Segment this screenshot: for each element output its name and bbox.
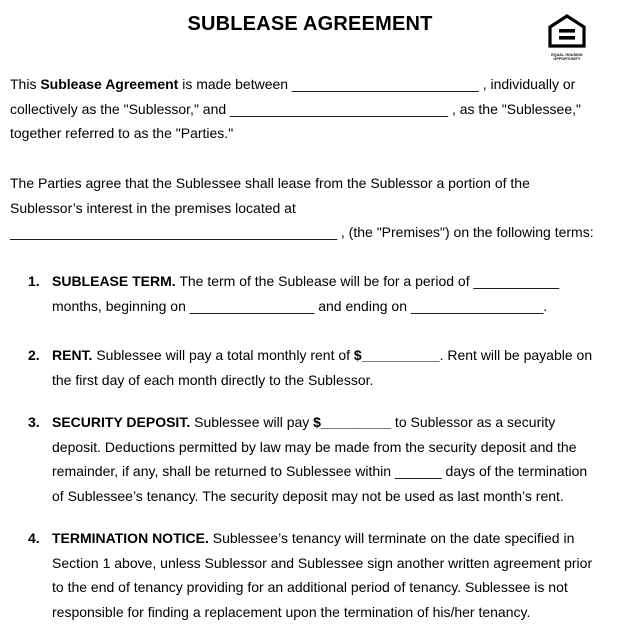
premises-line-1: The Parties agree that the Sublessee shall lease from the Sublessor a portion of the — [10, 175, 530, 191]
term-termination-notice — [28, 526, 618, 624]
premises-paragraph — [10, 171, 630, 245]
term-line: SUBLEASE TERM. The term of the Sublease will be for a period of ___________ — [52, 273, 560, 289]
equal-housing-logo — [545, 14, 589, 61]
term-line: TERMINATION NOTICE. Sublessee’s tenancy will terminate on the date specified in — [52, 530, 575, 546]
term-number: 2. — [28, 347, 40, 363]
term-line: RENT. Sublessee will pay a total monthly rent of $__________. Rent will be payable on — [52, 347, 593, 363]
equal-housing-icon — [545, 14, 589, 48]
term-sublease-term — [28, 269, 618, 318]
term-heading: SECURITY DEPOSIT. — [52, 414, 191, 430]
rent-amount-blank: $__________ — [353, 347, 440, 363]
term-line: deposit. Deductions permitted by law may be made from the security deposit and the — [52, 438, 577, 455]
term-line: SECURITY DEPOSIT. Sublessee will pay $_________ to Sublessor as a security — [52, 414, 556, 430]
intro-paragraph — [10, 72, 630, 146]
agreement-name: Sublease Agreement — [40, 76, 179, 92]
term-line: Section 1 above, unless Sublessor and Sublessee sign another written agreement prior — [52, 554, 593, 571]
term-number: 1. — [28, 273, 40, 289]
term-rent — [28, 343, 618, 392]
term-number: 4. — [28, 530, 40, 546]
term-security-deposit — [28, 410, 618, 508]
term-line: remainder, if any, shall be returned to Sublessee within ______ days of the termination — [52, 463, 588, 479]
term-number: 3. — [28, 414, 40, 430]
intro-line-2: collectively as the "Sublessor," and ____________________________ , as the "Sublessee," — [10, 100, 581, 117]
term-line: months, beginning on ________________ and ending on _________________. — [52, 297, 548, 314]
intro-line-1: This Sublease Agreement is made between ________________________ , individually or — [10, 76, 576, 92]
term-line: of Sublessee’s tenancy. The security deposit may not be used as last month’s rent. — [52, 487, 564, 504]
term-line: the first day of each month directly to the Sublessor. — [52, 371, 374, 388]
intro-line-3: together referred to as the "Parties." — [10, 125, 234, 141]
term-heading: SUBLEASE TERM. — [52, 273, 176, 289]
premises-line-3: __________________________________________ , (the "Premises") on the following terms: — [10, 224, 594, 240]
document-title: SUBLEASE AGREEMENT — [187, 13, 433, 35]
term-heading: RENT. — [52, 347, 93, 363]
term-line: to the end of tenancy providing for an additional period of tenancy. Sublessee is not — [52, 579, 568, 595]
premises-line-2: Sublessor’s interest in the premises located at — [10, 199, 296, 216]
term-heading: TERMINATION NOTICE. — [52, 530, 209, 546]
term-line: responsible for finding a replacement upon the termination of his/her tenancy. — [52, 603, 531, 620]
logo-caption: EQUAL HOUSING OPPORTUNITY — [551, 53, 583, 61]
deposit-amount-blank: $_________ — [313, 414, 392, 430]
